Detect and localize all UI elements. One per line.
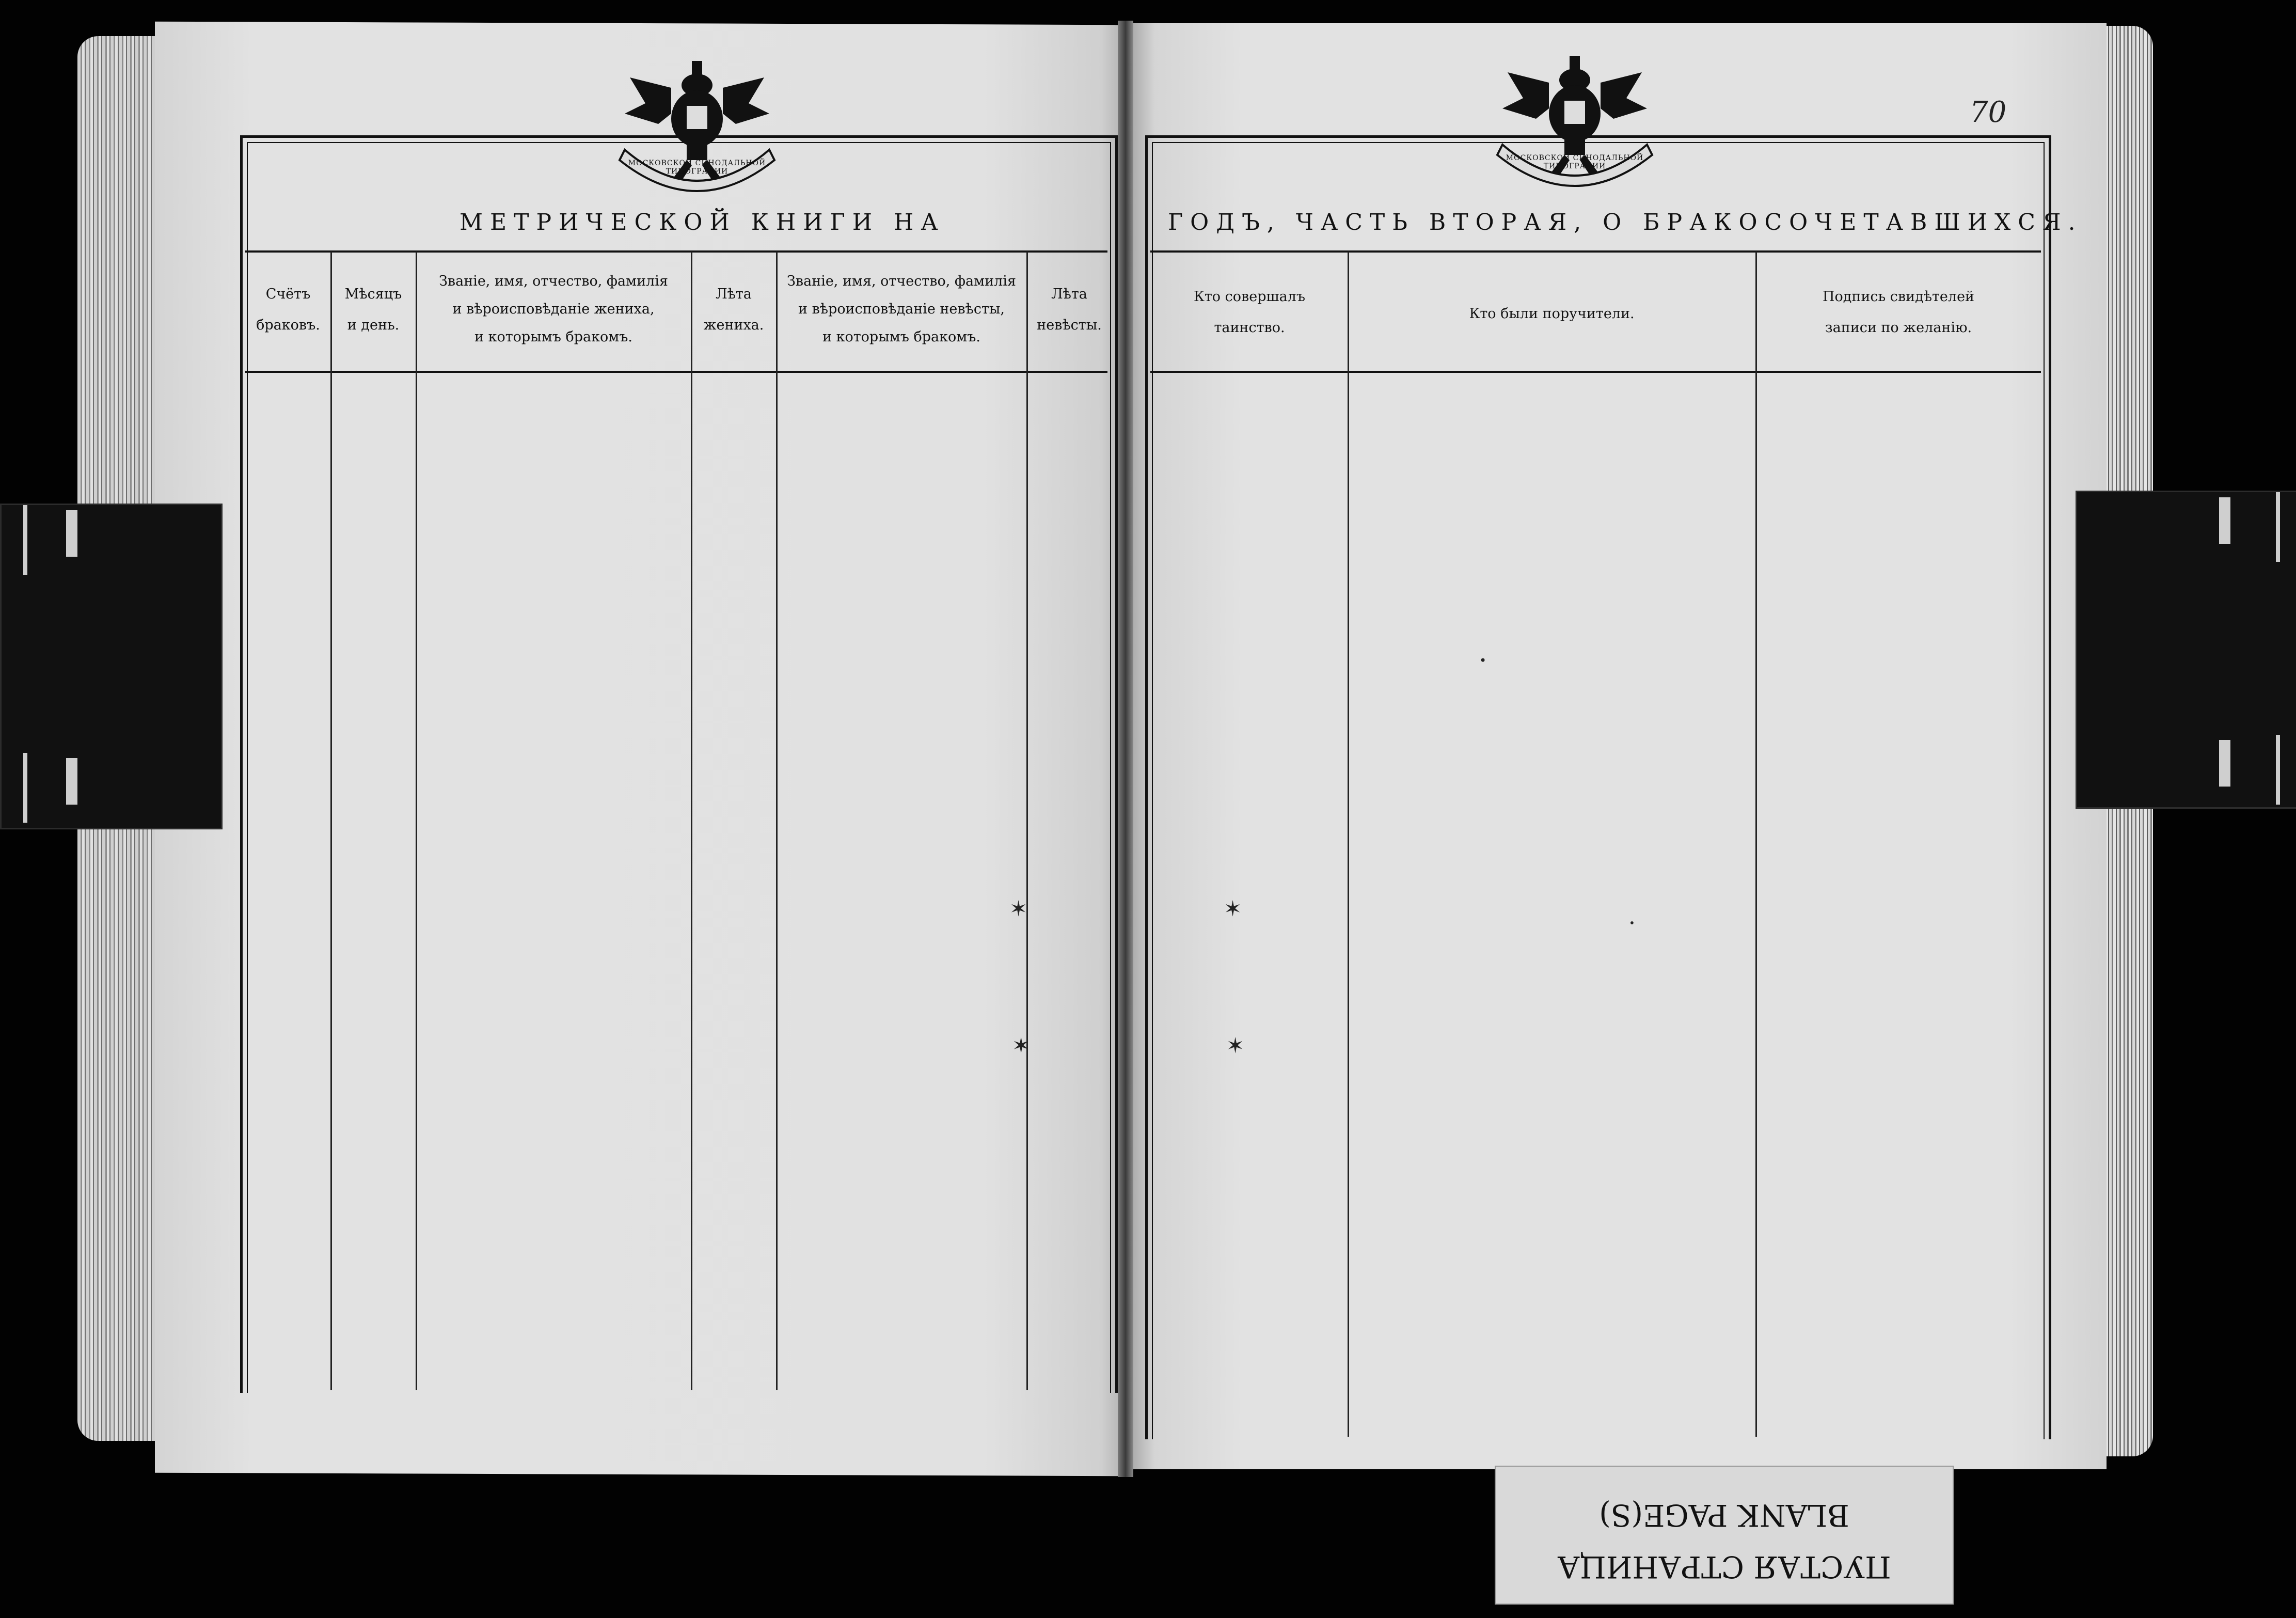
ink-blot: ✶ — [1226, 1033, 1245, 1058]
blank-page-label-russian: ПУСТАЯ СТРАНИЦА — [1557, 1549, 1891, 1584]
clamp-mark — [23, 505, 27, 575]
column-rule — [416, 252, 417, 1390]
column-rule — [1755, 252, 1757, 1437]
column-header-month-day: Мѣсяцъ и день. — [344, 286, 402, 333]
column-header-groom-details: Званіе, имя, отчество, фамилія и вѣроисповѣданіе жениха, и которымъ бракомъ. — [439, 273, 668, 345]
column-rule — [1348, 252, 1349, 1437]
column-rule — [776, 252, 778, 1390]
clamp-mark — [2219, 740, 2230, 787]
title-divider-right — [1150, 250, 2041, 253]
title-divider-left — [245, 250, 1107, 253]
ink-speck: • — [1479, 653, 1487, 668]
ink-blot: ✶ — [1009, 896, 1028, 921]
clamp-mark — [23, 753, 27, 823]
ink-blot: ✶ — [1224, 896, 1242, 921]
column-header-bride-age: Лѣта невѣсты. — [1037, 286, 1102, 333]
column-rule — [1026, 252, 1028, 1390]
blank-page-label-english: BLANK PAGE(S) — [1599, 1498, 1849, 1533]
ink-speck: • — [1629, 917, 1635, 929]
right-book-clamp — [2076, 491, 2296, 809]
clamp-mark — [2219, 497, 2230, 544]
folio-number: 70 — [1970, 96, 2007, 129]
column-header-officiant: Кто совершалъ таинство. — [1193, 289, 1306, 336]
column-header-groom-age: Лѣта жениха. — [703, 286, 764, 333]
column-rule — [691, 252, 692, 1390]
blank-page-label — [1495, 1466, 1954, 1605]
emblem-banner-text-right: МОСКОВСКОЙ СИНОДАЛЬНОЙ ТИПОГРАФИИ — [1506, 154, 1644, 170]
header-divider-left — [245, 371, 1107, 373]
book-gutter — [1118, 21, 1133, 1477]
header-divider-right — [1150, 371, 2041, 373]
clamp-mark — [2276, 735, 2280, 805]
clamp-mark — [2276, 492, 2280, 562]
clamp-mark — [66, 510, 77, 557]
column-header-witness-signatures: Подпись свидѣтелей записи по желанію. — [1822, 289, 1975, 336]
column-header-marriage-count: Счётъ браковъ. — [256, 286, 320, 333]
emblem-banner-text-left: МОСКОВСКОЙ СИНОДАЛЬНОЙ ТИПОГРАФИИ — [628, 159, 766, 176]
column-header-bride-details: Званіе, имя, отчество, фамилія и вѣроисповѣданіе невѣсты, и которымъ бракомъ. — [787, 273, 1016, 345]
column-rule — [330, 252, 332, 1390]
left-book-clamp — [0, 504, 223, 829]
left-page-title: МЕТРИЧЕСКОЙ КНИГИ НА — [460, 209, 945, 235]
clamp-mark — [66, 758, 77, 805]
ink-blot: ✶ — [1012, 1033, 1031, 1058]
column-header-guarantors: Кто были поручители. — [1469, 306, 1635, 322]
right-page-title: ГОДЪ, ЧАСТЬ ВТОРАЯ, О БРАКОСОЧЕТАВШИХСЯ. — [1168, 209, 2083, 235]
